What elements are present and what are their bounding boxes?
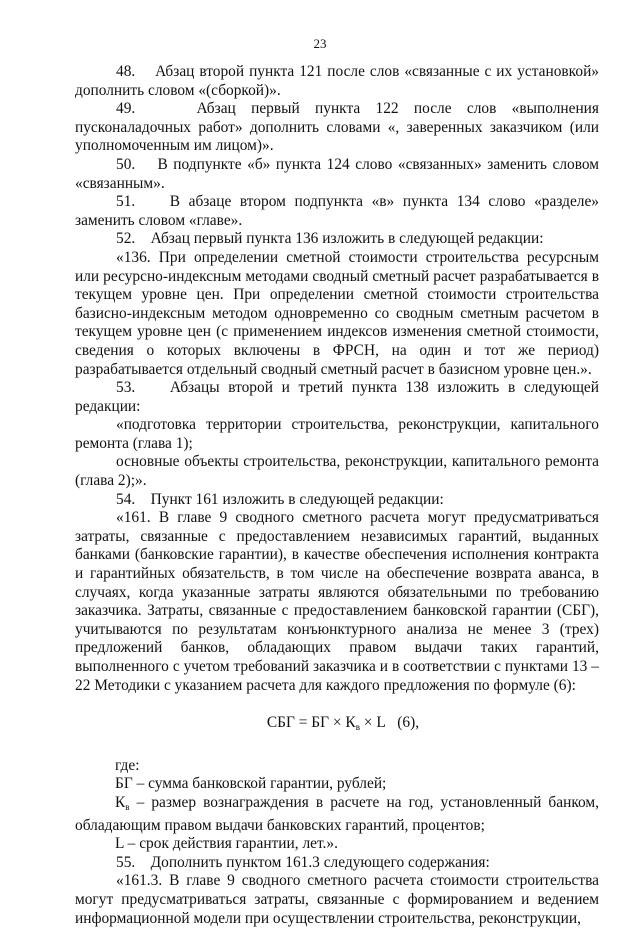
formula-rhs: × L (6), — [359, 714, 420, 732]
document-body — [75, 63, 599, 928]
definitions — [75, 757, 599, 854]
definition-l: L – срок действия гарантии, лет.». — [115, 835, 338, 853]
paragraph-48: 48. Абзац второй пункта 121 после слов «связанные с их установкой» дополнить словом «(сборкой)». — [75, 63, 599, 99]
definition-kv-text: – размер вознаграждения в расчете на год, установленный банком, обладающим правом выдачи банковских гарантий, процентов; — [75, 793, 599, 834]
definition-kv-subscript: в — [125, 801, 130, 812]
formula-subscript: в — [355, 722, 360, 733]
paragraph-161-3-quote: «161.3. В главе 9 сводного сметного расчета стоимости строительства могут предусматриваться затраты, связанные с формированием и ведением информационной модели при осуществлении строительства, реконструкции, — [75, 872, 599, 927]
where-label: где: — [115, 756, 140, 774]
paragraph-138-line-1: «подготовка территории строительства, реконструкции, капитального ремонта (глава 1); — [75, 416, 599, 452]
formula-lhs: СБГ = БГ × К — [266, 714, 356, 732]
paragraph-53: 53. Абзацы второй и третий пункта 138 изложить в следующей редакции: — [75, 379, 599, 415]
paragraph-55: 55. Дополнить пунктом 161.3 следующего содержания: — [116, 853, 490, 871]
paragraph-51: 51. В абзаце втором подпункта «в» пункта 134 слово «разделе» заменить словом «главе». — [75, 193, 599, 229]
definition-kv — [75, 794, 599, 835]
definition-kv-symbol: К — [115, 793, 126, 811]
paragraph-50: 50. В подпункте «б» пункта 124 слово «связанных» заменить словом «связанным». — [75, 155, 599, 192]
page-number: 23 — [313, 36, 327, 51]
paragraph-138-line-2: основные объекты строительства, реконструкции, капитального ремонта (глава 2);». — [75, 453, 599, 490]
paragraph-54: 54. Пункт 161 изложить в следующей редакции: — [116, 490, 444, 508]
paragraph-136-quote: «136. При определении сметной стоимости строительства ресурсным или ресурсно-индексным методами сводный сметный расчет разрабатывается в текущем уровне цен. При определении сметной стоимости строительства базисно-индексным методом одновременно со сводным сметным расчетом в текущем уровне цен (с применением индексов изменения сметной стоимости, сведения о которых включены в ФРСН, на один и тот же период) разрабатывается отдельный сводный сметный расчет в базисном уровне цен.». — [75, 248, 599, 378]
paragraph-161-quote: «161. В главе 9 сводного сметного расчета могут предусматриваться затраты, связанные с предоставлением независимых гарантий, выданных банками (банковские гарантии), в качестве обеспечения исполнения контракта и гарантийных обязательств, в том числе на обеспечение возврата аванса, в случаях, когда указанные затраты являются обязательными по требованию заказчика. Затраты, связанные с предоставлением банковской гарантии (СБГ), учитываются по результатам конъюнктурного анализа не менее 3 (трех) предложений банков, обладающих правом выдачи таких гарантий, выполненного с учетом требований заказчика и в соответствии с пунктами 13 – 22 Методики с указанием расчета для каждого предложения по формуле (6): — [75, 509, 599, 694]
paragraph-52: 52. Абзац первый пункта 136 изложить в следующей редакции: — [116, 230, 544, 248]
paragraph-49: 49. Абзац первый пункта 122 после слов «выполнения пусконаладочных работ» дополнить словами «, заверенных заказчиком (или уполномоченным им лицом)». — [75, 100, 599, 155]
definition-bg: БГ – сумма банковской гарантии, рублей; — [115, 775, 387, 793]
formula-6 — [87, 714, 599, 737]
